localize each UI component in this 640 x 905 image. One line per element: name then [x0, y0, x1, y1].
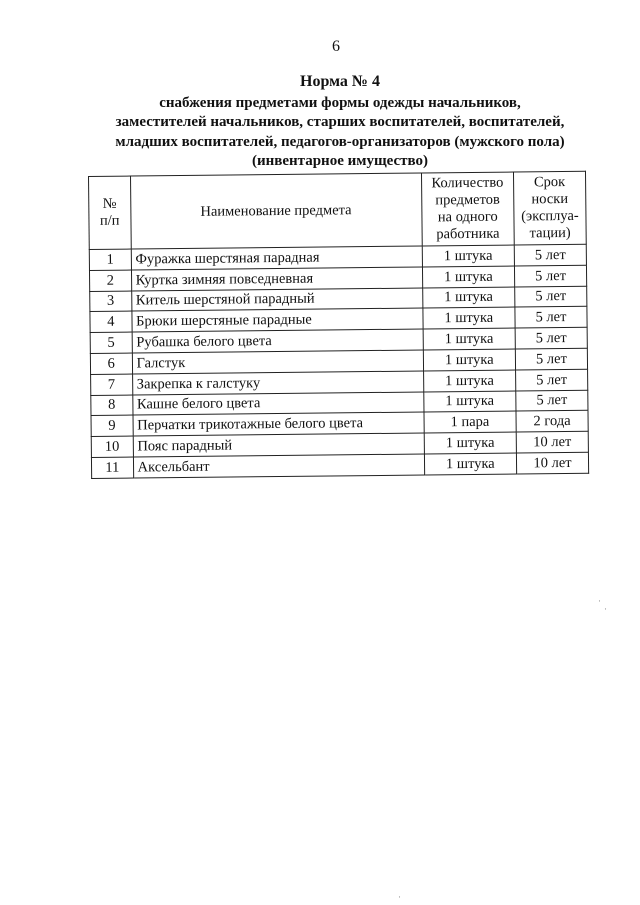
- row-num-cell: 5: [90, 332, 132, 353]
- scan-speck: ·: [604, 604, 607, 614]
- row-name-cell: Брюки шерстяные парадные: [131, 308, 422, 332]
- row-term-cell: 5 лет: [515, 286, 587, 308]
- row-qty-cell: 1 штука: [423, 349, 516, 371]
- row-qty-cell: 1 штука: [424, 432, 517, 454]
- row-qty-cell: 1 пара: [424, 411, 517, 433]
- row-name-cell: Куртка зимняя повседневная: [131, 267, 422, 291]
- row-num-cell: 9: [91, 415, 133, 436]
- header-name: Наименование предмета: [130, 173, 422, 249]
- row-qty-cell: 1 штука: [424, 453, 517, 475]
- header-term-line: носки: [531, 190, 569, 208]
- row-term-cell: 10 лет: [516, 431, 588, 453]
- header-num-line: №: [102, 195, 117, 212]
- row-name-cell: Китель шерстяной парадный: [131, 288, 422, 312]
- header-qty-line: Количество: [431, 174, 504, 192]
- row-name-cell: Перчатки трикотажные белого цвета: [133, 412, 424, 436]
- header-term-line: тации): [529, 224, 571, 242]
- header-term-line: Срок: [533, 174, 566, 191]
- row-qty-cell: 1 штука: [423, 328, 516, 350]
- row-name-cell: Пояс парадный: [133, 433, 424, 457]
- row-name-cell: Галстук: [132, 350, 423, 374]
- row-term-cell: 10 лет: [516, 452, 588, 474]
- row-term-cell: 5 лет: [514, 265, 586, 287]
- header-qty-line: работника: [436, 225, 500, 243]
- row-name-cell: Закрепка к галстуку: [132, 371, 423, 395]
- page-number: 6: [332, 38, 340, 55]
- norm-title: Норма № 4: [300, 73, 380, 90]
- table-header-row: [89, 171, 587, 249]
- row-name-cell: Рубашка белого цвета: [132, 329, 423, 353]
- row-num-cell: 6: [90, 353, 132, 374]
- row-term-cell: 5 лет: [515, 307, 587, 329]
- row-qty-cell: 1 штука: [422, 266, 515, 288]
- header-qty: [421, 172, 514, 246]
- row-num-cell: 4: [90, 311, 132, 332]
- row-qty-cell: 1 штука: [423, 391, 516, 413]
- heading-line-4: (инвентарное имущество): [251, 153, 428, 169]
- header-qty-line: на одного: [437, 208, 498, 226]
- norm-table: [88, 171, 589, 479]
- heading-line-2: заместителей начальников, старших воспитателей, воспитателей,: [115, 114, 565, 130]
- row-term-cell: 5 лет: [515, 348, 587, 370]
- table-row: [91, 452, 588, 478]
- heading-line-1: снабжения предметами формы одежды начальников,: [159, 94, 521, 111]
- row-qty-cell: 1 штука: [423, 370, 516, 392]
- row-name-cell: Кашне белого цвета: [132, 392, 423, 416]
- row-num-cell: 11: [91, 457, 133, 478]
- header-num-line: п/п: [99, 212, 120, 229]
- row-term-cell: 5 лет: [515, 327, 587, 349]
- header-qty-line: предметов: [435, 191, 500, 209]
- scan-speck: ·: [398, 892, 401, 902]
- heading-line-3: младших воспитателей, педагогов-организаторов (мужского пола): [115, 133, 565, 150]
- header-num: [89, 176, 131, 249]
- row-num-cell: 1: [89, 249, 131, 270]
- row-name-cell: Фуражка шерстяная парадная: [131, 246, 422, 270]
- row-num-cell: 8: [91, 395, 133, 416]
- row-qty-cell: 1 штука: [422, 287, 515, 309]
- row-term-cell: 5 лет: [516, 390, 588, 412]
- row-num-cell: 10: [91, 436, 133, 457]
- row-num-cell: 2: [89, 270, 131, 291]
- document-heading: [80, 72, 600, 172]
- row-term-cell: 5 лет: [516, 369, 588, 391]
- row-qty-cell: 1 штука: [422, 245, 515, 267]
- scan-speck: ·: [598, 596, 601, 606]
- header-term: [513, 171, 586, 245]
- row-name-cell: Аксельбант: [133, 454, 424, 478]
- table-body: [89, 244, 588, 478]
- row-num-cell: 7: [91, 374, 133, 395]
- row-term-cell: 2 года: [516, 411, 588, 433]
- header-term-line: (эксплуа-: [521, 207, 579, 225]
- row-term-cell: 5 лет: [514, 244, 586, 266]
- row-num-cell: 3: [90, 291, 132, 312]
- row-qty-cell: 1 штука: [423, 307, 516, 329]
